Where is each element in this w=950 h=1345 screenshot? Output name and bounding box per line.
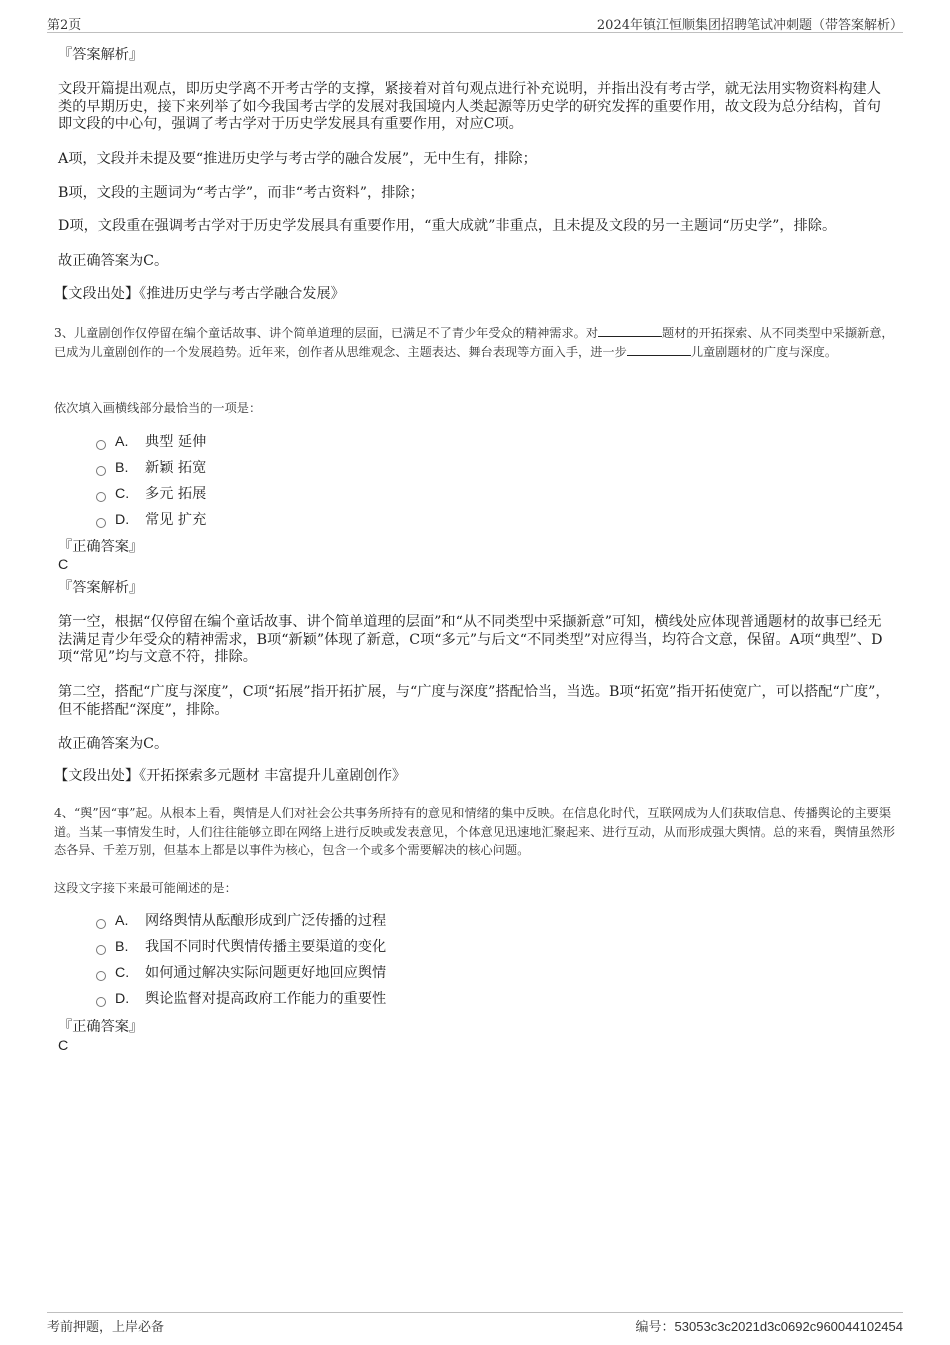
q4-option-c[interactable] xyxy=(96,960,386,986)
q3-stem-part2: 题材的开拓探索、从不同类型中采撷新意，已成为儿童剧创作的一个发展趋势。近年来，创作者从思维观念、主题表达、舞台表现等方面入手，进一步 xyxy=(54,326,894,359)
footer-slogan: 考前押题，上岸必备 xyxy=(47,1320,165,1335)
q2-conclusion: 故正确答案为C。 xyxy=(58,253,169,269)
option-letter: A. xyxy=(115,434,129,450)
radio-icon[interactable] xyxy=(96,919,106,929)
option-text: 新颖 拓宽 xyxy=(145,460,207,476)
q2-analysis-option-a: A项，文段并未提及要“推进历史学与考古学的融合发展”，无中生有，排除； xyxy=(58,151,537,167)
page-number: 第2页 xyxy=(47,18,82,33)
q4-option-b[interactable] xyxy=(96,934,386,960)
q3-stem xyxy=(54,324,898,361)
option-text: 舆论监督对提高政府工作能力的重要性 xyxy=(145,991,387,1007)
q3-source: 【文段出处】《开拓探索多元题材 丰富提升儿童剧创作》 xyxy=(54,768,407,784)
q3-answer-label: 『正确答案』 xyxy=(58,539,144,555)
page-header xyxy=(47,14,903,33)
option-letter: C. xyxy=(115,965,130,981)
q3-stem-part1: 3、儿童剧创作仅停留在编个童话故事、讲个简单道理的层面，已满足不了青少年受众的精神需求。对 xyxy=(54,326,599,340)
option-letter: B. xyxy=(115,460,129,476)
q3-option-d[interactable] xyxy=(96,507,206,533)
option-letter: D. xyxy=(115,512,130,528)
document-title: 2024年镇江恒顺集团招聘笔试冲刺题（带答案解析） xyxy=(596,18,903,33)
q4-answer-label: 『正确答案』 xyxy=(58,1019,144,1035)
q3-blank-1 xyxy=(598,324,662,337)
document-code xyxy=(636,1316,903,1335)
option-text: 多元 拓展 xyxy=(145,486,207,502)
code-value: 53053c3c2021d3c0692c960044102454 xyxy=(674,1319,903,1334)
q4-option-d[interactable] xyxy=(96,986,386,1012)
q4-options xyxy=(96,908,386,1012)
option-text: 我国不同时代舆情传播主要渠道的变化 xyxy=(145,939,387,955)
q3-options xyxy=(96,429,206,533)
option-letter: D. xyxy=(115,991,130,1007)
q3-analysis-paragraph-1: 第一空，根据“仅停留在编个童话故事、讲个简单道理的层面”和“从不同类型中采撷新意”可知，横线处应体现普通题材的故事已经无法满足青少年受众的精神需求，B项“新颖”体现了新意，C项“多元”与后文“不同类型”对应得当，均符合文意，保留。A项“典型”、D项“常见”均与文意不符，排除。 xyxy=(58,614,883,665)
radio-icon[interactable] xyxy=(96,466,106,476)
q3-conclusion: 故正确答案为C。 xyxy=(58,736,169,752)
radio-icon[interactable] xyxy=(96,945,106,955)
q2-analysis-option-d: D项，文段重在强调考古学对于历史学发展具有重要作用，“重大成就”非重点，且未提及文段的另一主题词“历史学”，排除。 xyxy=(58,218,837,234)
radio-icon[interactable] xyxy=(96,492,106,502)
q4-answer: C xyxy=(58,1038,69,1054)
option-text: 如何通过解决实际问题更好地回应舆情 xyxy=(145,965,387,981)
q2-analysis-option-b: B项，文段的主题词为“考古学”，而非“考古资料”，排除； xyxy=(58,185,424,201)
q3-stem-part3: 儿童剧题材的广度与深度。 xyxy=(690,344,838,359)
q4-stem: 4、“舆”因“事”起。从根本上看，舆情是人们对社会公共事务所持有的意见和情绪的集中反映。在信息化时代，互联网成为人们获取信息、传播舆论的主要渠道。当某一事情发生时，人们往往能够立即在网络上进行反映或发表意见，个体意见迅速地汇聚起来、进行互动，从而形成强大舆情。总的来看，舆情虽然形态各异、千差万别，但基本上都是以事件为核心，包含一个或多个需要解决的核心问题。 xyxy=(54,806,895,857)
radio-icon[interactable] xyxy=(96,971,106,981)
option-text: 网络舆情从酝酿形成到广泛传播的过程 xyxy=(145,913,387,929)
radio-icon[interactable] xyxy=(96,518,106,528)
option-letter: B. xyxy=(115,939,129,955)
option-text: 典型 延伸 xyxy=(145,434,207,450)
q3-answer: C xyxy=(58,557,69,573)
option-letter: C. xyxy=(115,486,130,502)
q3-analysis-label: 『答案解析』 xyxy=(58,580,144,596)
q2-analysis-paragraph: 文段开篇提出观点，即历史学离不开考古学的支撑，紧接着对首句观点进行补充说明，并指出没有考古学，就无法用实物资料构建人类的早期历史，接下来列举了如今我国考古学的发展对我国境内人类起源等历史学的研究发挥的重要作用，故文段为总分结构，首句即文段的中心句，强调了考古学对于历史学发展具有重要作用，对应C项。 xyxy=(58,81,881,132)
q3-analysis-paragraph-2: 第二空，搭配“广度与深度”，C项“拓展”指开拓扩展，与“广度与深度”搭配恰当，当选。B项“拓宽”指开拓使宽广，可以搭配“广度”，但不能搭配“深度”，排除。 xyxy=(58,684,890,718)
q4-option-a[interactable] xyxy=(96,908,386,934)
radio-icon[interactable] xyxy=(96,997,106,1007)
q3-option-c[interactable] xyxy=(96,481,206,507)
radio-icon[interactable] xyxy=(96,440,106,450)
q3-option-b[interactable] xyxy=(96,455,206,481)
q3-blank-2 xyxy=(627,343,691,356)
q2-analysis-label: 『答案解析』 xyxy=(58,47,144,63)
q3-prompt: 依次填入画横线部分最恰当的一项是： xyxy=(54,401,262,415)
code-label: 编号： xyxy=(635,1320,675,1335)
page-footer xyxy=(47,1312,903,1337)
q3-option-a[interactable] xyxy=(96,429,206,455)
q2-source: 【文段出处】《推进历史学与考古学融合发展》 xyxy=(54,286,345,302)
option-letter: A. xyxy=(115,913,129,929)
option-text: 常见 扩充 xyxy=(145,512,207,528)
q4-prompt: 这段文字接下来最可能阐述的是： xyxy=(54,881,237,895)
